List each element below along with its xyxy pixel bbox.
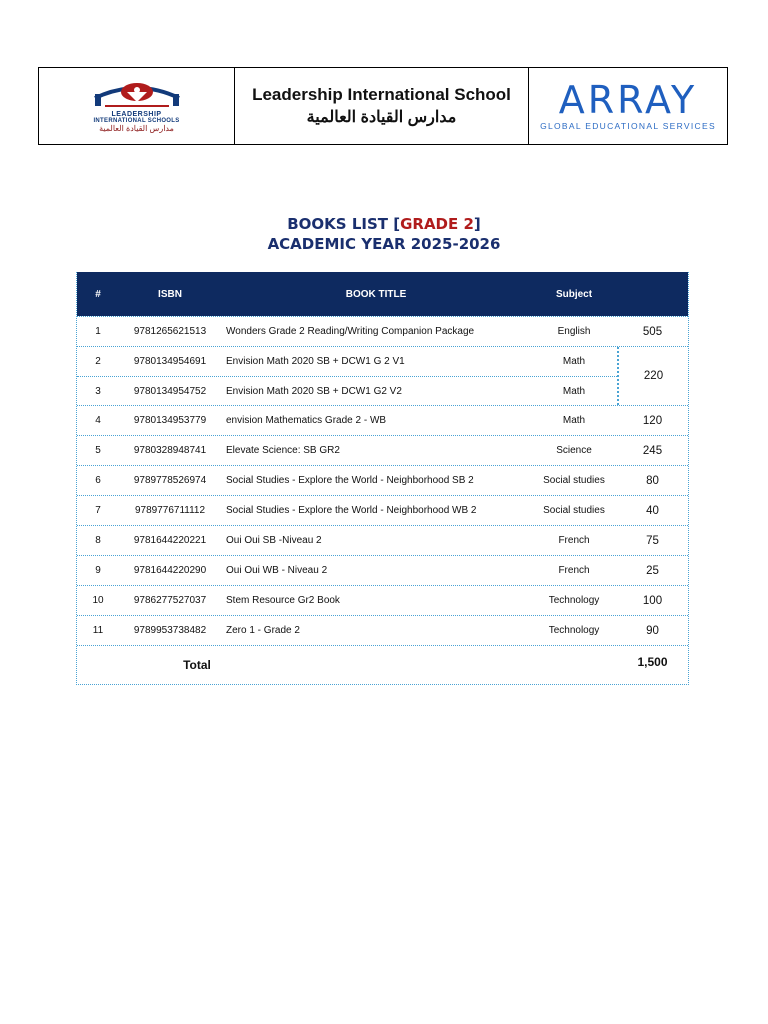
table-header <box>77 272 688 316</box>
array-logo-tagline: GLOBAL EDUCATIONAL SERVICES <box>540 121 716 131</box>
table-row <box>77 525 688 555</box>
school-name-arabic: مدارس القيادة العالمية <box>306 109 457 126</box>
academic-year-title: ACADEMIC YEAR 2025-2026 <box>267 235 501 253</box>
cell-num: 6 <box>95 475 101 486</box>
array-logo-word: ARRAY <box>558 78 698 122</box>
table-row <box>77 465 688 495</box>
cell-subject: Technology <box>548 625 600 636</box>
header-subject: Subject <box>555 288 593 300</box>
cell-isbn: 9789776711112 <box>134 505 206 516</box>
total-label: Total <box>183 658 211 672</box>
cell-isbn: 9780134954691 <box>133 356 207 367</box>
header-num: # <box>95 288 101 300</box>
table-row <box>77 495 688 525</box>
cell-subject: Technology <box>548 595 600 606</box>
cell-title: Oui Oui WB - Niveau 2 <box>226 565 328 576</box>
cell-isbn: 9781265621513 <box>133 326 207 337</box>
cell-title: envision Mathematics Grade 2 - WB <box>226 415 387 426</box>
cell-num: 10 <box>92 595 104 606</box>
cell-subject: Social studies <box>543 475 605 486</box>
cell-isbn: 9780328948741 <box>133 445 207 456</box>
cell-num: 4 <box>95 415 101 426</box>
title-suffix: ] <box>473 215 481 233</box>
cell-qty: 75 <box>646 534 659 547</box>
cell-qty: 120 <box>642 414 663 427</box>
cell-num: 11 <box>92 625 104 636</box>
school-name-english: Leadership International School <box>252 85 511 104</box>
table-row <box>77 585 688 615</box>
cell-num: 3 <box>95 385 101 397</box>
header-isbn: ISBN <box>158 288 182 300</box>
cell-isbn: 9780134954752 <box>133 385 207 397</box>
cell-subject: Social studies <box>543 505 605 516</box>
total-row <box>77 645 688 684</box>
cell-qty: 100 <box>642 594 663 607</box>
table-row <box>77 316 688 346</box>
table-row <box>77 435 688 465</box>
cell-subject: French <box>558 565 590 576</box>
cell-title: Zero 1 - Grade 2 <box>226 625 300 636</box>
cell-title: Oui Oui SB -Niveau 2 <box>226 535 322 546</box>
cell-title: Envision Math 2020 SB + DCW1 G 2 V1 <box>226 356 405 367</box>
table-row <box>77 347 617 376</box>
cell-isbn: 9786277527037 <box>133 595 207 606</box>
cell-title: Social Studies - Explore the World - Neighborhood SB 2 <box>226 475 474 486</box>
cell-isbn: 9789778526974 <box>133 475 207 486</box>
cell-num: 7 <box>95 505 101 516</box>
cell-subject: Math <box>562 415 586 426</box>
header-book-title: BOOK TITLE <box>345 288 407 300</box>
leadership-emblem-icon <box>87 80 187 110</box>
cell-subject: Science <box>556 445 592 456</box>
cell-qty: 245 <box>642 444 663 457</box>
cell-title: Social Studies - Explore the World - Neighborhood WB 2 <box>226 505 477 516</box>
leadership-logo <box>39 68 235 144</box>
document-header <box>38 67 728 145</box>
cell-title: Elevate Science: SB GR2 <box>226 445 340 456</box>
books-table <box>76 272 689 685</box>
cell-num: 2 <box>95 356 101 367</box>
cell-num: 9 <box>95 565 101 576</box>
cell-isbn: 9789953738482 <box>133 625 207 636</box>
cell-num: 1 <box>95 326 101 337</box>
logo-text-arabic: مدارس القيادة العالمية <box>99 123 174 133</box>
cell-qty: 505 <box>642 325 663 338</box>
cell-qty: 80 <box>646 474 659 487</box>
table-row <box>77 615 688 645</box>
cell-num: 8 <box>95 535 101 546</box>
cell-subject: Math <box>562 385 586 397</box>
cell-title: Stem Resource Gr2 Book <box>226 595 340 606</box>
cell-qty: 25 <box>646 564 659 577</box>
table-row <box>77 555 688 585</box>
cell-title: Wonders Grade 2 Reading/Writing Companion Package <box>226 326 475 337</box>
cell-qty: 40 <box>646 504 659 517</box>
cell-qty-merged: 220 <box>617 347 688 405</box>
cell-num: 5 <box>95 445 101 456</box>
logo-text-international-schools: INTERNATIONAL SCHOOLS <box>93 117 180 124</box>
cell-title: Envision Math 2020 SB + DCW1 G2 V2 <box>226 385 402 397</box>
grade-label: GRADE 2 <box>400 215 474 233</box>
array-logo <box>529 68 727 144</box>
cell-subject: English <box>557 326 591 337</box>
books-list-title <box>0 215 768 233</box>
table-row <box>77 405 688 435</box>
table-row <box>77 376 617 405</box>
logo-text-leadership: LEADERSHIP <box>111 110 162 118</box>
cell-qty: 90 <box>646 624 659 637</box>
total-value: 1,500 <box>637 655 668 669</box>
title-prefix: BOOKS LIST [ <box>287 215 401 233</box>
cell-isbn: 9781644220290 <box>133 565 207 576</box>
merged-rows-math <box>77 346 688 405</box>
cell-subject: French <box>558 535 590 546</box>
school-name-block <box>235 68 529 144</box>
cell-isbn: 9781644220221 <box>133 535 207 546</box>
cell-subject: Math <box>562 356 586 367</box>
cell-isbn: 9780134953779 <box>133 415 207 426</box>
